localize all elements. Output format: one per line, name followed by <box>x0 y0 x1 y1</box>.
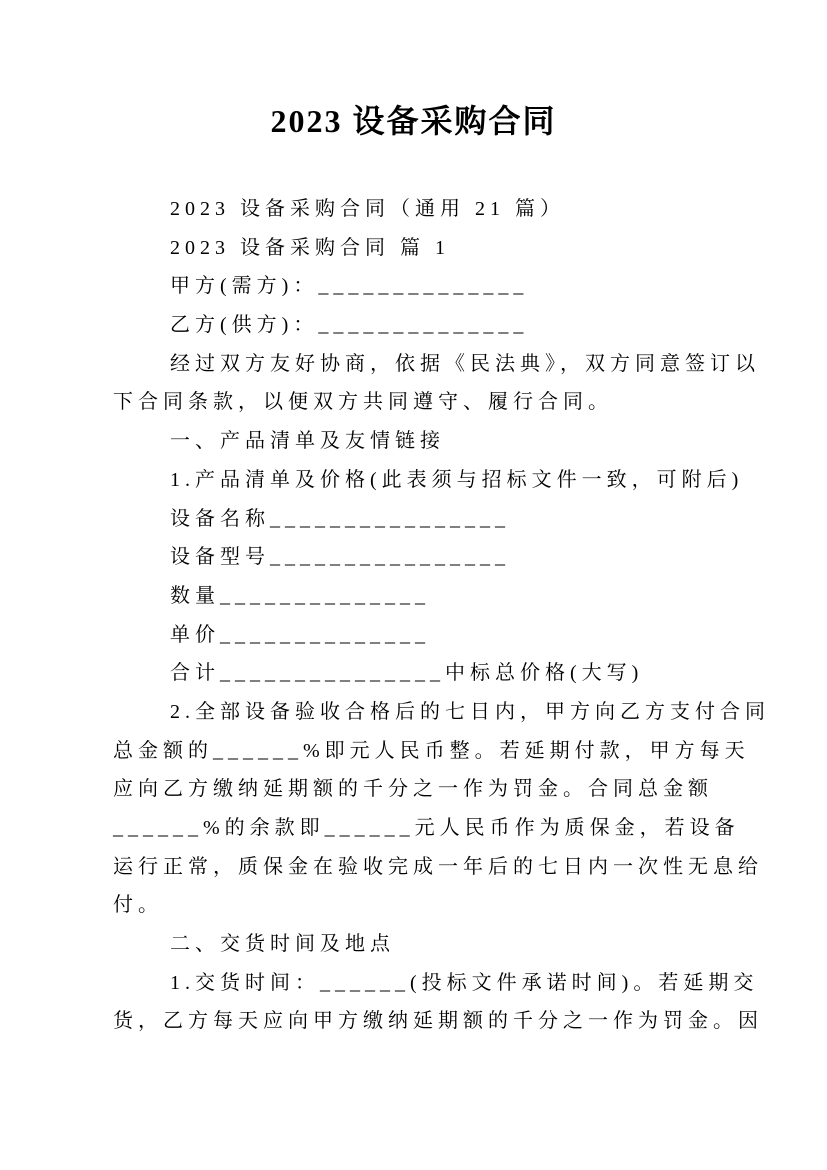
document-body <box>113 190 770 1041</box>
doc-line-party-a-blank: 甲方(需方)：______________ <box>170 275 529 298</box>
doc-line-preamble-1: 经过双方友好协商，依据《民法典》，双方同意签订以 <box>170 352 760 375</box>
doc-line-clause-1-1: 1.产品清单及价格(此表须与招标文件一致，可附后) <box>170 468 744 491</box>
doc-line-equipment-model-blank: 设备型号________________ <box>170 546 510 569</box>
doc-line-equipment-name-blank: 设备名称________________ <box>170 507 510 530</box>
doc-line-preamble-2: 下合同条款，以便双方共同遵守、履行合同。 <box>113 391 613 414</box>
doc-line-quantity-blank: 数量______________ <box>170 584 430 607</box>
doc-line-part-heading: 2023 设备采购合同 篇 1 <box>170 236 450 259</box>
document-title: 2023 设备采购合同 <box>270 103 557 139</box>
doc-line-clause-1-2-b: 总金额的______%即元人民币整。若延期付款，甲方每天 <box>113 739 750 762</box>
doc-line-clause-1-2-c: 应向乙方缴纳延期额的千分之一作为罚金。合同总金额 <box>113 778 713 801</box>
doc-line-clause-2-1-a: 1.交货时间：______(投标文件承诺时间)。若延期交 <box>170 971 759 994</box>
doc-line-unit-price-blank: 单价______________ <box>170 623 430 646</box>
doc-line-clause-1-2-d: ______%的余款即______元人民币作为质保金，若设备 <box>113 817 740 839</box>
doc-line-clause-1-2-f: 付。 <box>113 894 163 917</box>
doc-line-section-1-heading: 一、产品清单及友情链接 <box>170 430 445 453</box>
doc-line-section-2-heading: 二、交货时间及地点 <box>170 933 395 956</box>
doc-line-party-b-blank: 乙方(供方)：______________ <box>170 314 529 337</box>
doc-line-clause-1-2-e: 运行正常，质保金在验收完成一年后的七日内一次性无息给 <box>113 855 763 878</box>
doc-line-clause-1-2-a: 2.全部设备验收合格后的七日内，甲方向乙方支付合同 <box>170 700 770 723</box>
doc-line-clause-2-1-b: 货，乙方每天应向甲方缴纳延期额的千分之一作为罚金。因 <box>113 1010 763 1033</box>
doc-line-series-heading: 2023 设备采购合同（通用 21 篇） <box>170 198 565 220</box>
doc-line-total-blank: 合计_______________中标总价格(大写) <box>170 662 644 685</box>
